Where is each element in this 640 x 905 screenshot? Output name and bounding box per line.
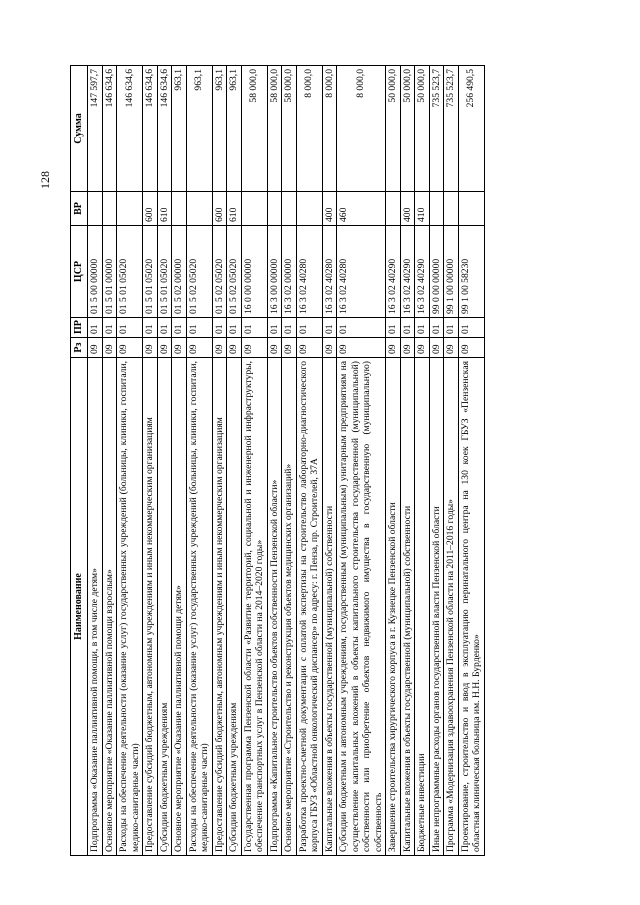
budget-table-container: [70, 66, 612, 856]
cell-rz: 09: [296, 338, 322, 358]
cell-sum: 963,1: [212, 66, 227, 192]
cell-csr: 16 3 02 40280: [337, 226, 386, 318]
table-row: [212, 66, 227, 856]
cell-sum: 58 000,0: [241, 66, 267, 192]
cell-pr: 01: [337, 318, 386, 338]
cell-sum: 146 634,6: [102, 66, 117, 192]
cell-vr: [241, 192, 267, 226]
cell-pr: 01: [444, 318, 459, 338]
table-row: [400, 66, 415, 856]
cell-rz: 09: [117, 338, 143, 358]
header-rz: Рз: [71, 338, 88, 358]
cell-csr: 16 0 00 00000: [241, 226, 267, 318]
table-row: [386, 66, 401, 856]
cell-rz: 09: [337, 338, 386, 358]
table-row: [172, 66, 187, 856]
cell-vr: [282, 192, 297, 226]
cell-name: Субсидии бюджетным учреждениям: [157, 358, 172, 856]
cell-csr: 99 1 00 00000: [444, 226, 459, 318]
cell-sum: 735 523,7: [444, 66, 459, 192]
cell-pr: 01: [172, 318, 187, 338]
table-row: [186, 66, 212, 856]
cell-vr: [186, 192, 212, 226]
cell-sum: 963,1: [172, 66, 187, 192]
cell-pr: 01: [267, 318, 282, 338]
cell-rz: 09: [227, 338, 242, 358]
cell-csr: 16 3 02 40280: [296, 226, 322, 318]
cell-rz: 09: [386, 338, 401, 358]
cell-pr: 01: [458, 318, 484, 338]
cell-pr: 01: [143, 318, 158, 338]
cell-csr: 16 3 02 40290: [386, 226, 401, 318]
cell-sum: 735 523,7: [429, 66, 444, 192]
table-row: [227, 66, 242, 856]
cell-name: Основное мероприятие «Оказание паллиативной помощи взрослым»: [102, 358, 117, 856]
cell-name: Завершение строительства хирургического корпуса в г. Кузнецке Пензенской области: [386, 358, 401, 856]
table-row: [444, 66, 459, 856]
cell-rz: 09: [322, 338, 337, 358]
cell-rz: 09: [400, 338, 415, 358]
cell-csr: 01 5 02 05020: [212, 226, 227, 318]
table-row: [296, 66, 322, 856]
cell-sum: 256 490,5: [458, 66, 484, 192]
cell-rz: 09: [157, 338, 172, 358]
cell-sum: 147 597,7: [88, 66, 103, 192]
cell-name: Разработка проектно-сметной документации с оплатой экспертизы на строительство лабораторно-диагностического корпуса ГБУЗ «Областной онкологический диспансер» по адресу: г. Пенза, пр. Строителей, 37А: [296, 358, 322, 856]
table-row: [157, 66, 172, 856]
table-row: [282, 66, 297, 856]
cell-csr: 99 1 00 58230: [458, 226, 484, 318]
cell-name: Предоставление субсидий бюджетным, автономным учреждениям и иным некоммерческим организациям: [212, 358, 227, 856]
cell-sum: 146 634,6: [117, 66, 143, 192]
table-row: [415, 66, 430, 856]
cell-name: Расходы на обеспечение деятельности (оказание услуг) государственных учреждений (больницы, клиники, госпитали, медико-санитарные части): [117, 358, 143, 856]
cell-sum: 8 000,0: [322, 66, 337, 192]
table-row: [117, 66, 143, 856]
cell-csr: 16 3 02 40290: [400, 226, 415, 318]
cell-sum: 963,1: [186, 66, 212, 192]
cell-vr: [172, 192, 187, 226]
cell-name: Субсидии бюджетным и автономным учреждениям, государственным (муниципальным) унитарным предприятиям на осуществление капитальных вложений в объекты капитального строительства государственной (муниципальной) собственности или приобретение объектов недвижимого имущества в государственную (муниципальную) собственность: [337, 358, 386, 856]
cell-name: Основное мероприятие «Оказание паллиативной помощи детям»: [172, 358, 187, 856]
table-row: [143, 66, 158, 856]
cell-pr: 01: [296, 318, 322, 338]
cell-rz: 09: [429, 338, 444, 358]
cell-pr: 01: [241, 318, 267, 338]
cell-vr: [102, 192, 117, 226]
header-csr: ЦСР: [71, 226, 88, 318]
cell-csr: 99 0 00 00000: [429, 226, 444, 318]
table-row: [337, 66, 386, 856]
cell-pr: 01: [227, 318, 242, 338]
table-row: [429, 66, 444, 856]
cell-rz: 09: [458, 338, 484, 358]
cell-pr: 01: [429, 318, 444, 338]
cell-pr: 01: [282, 318, 297, 338]
cell-name: Капитальные вложения в объекты государственной (муниципальной) собственности: [400, 358, 415, 856]
cell-pr: 01: [415, 318, 430, 338]
header-sum: Сумма: [71, 66, 88, 192]
cell-vr: [267, 192, 282, 226]
budget-table: [70, 65, 485, 856]
cell-pr: 01: [322, 318, 337, 338]
header-pr: ПР: [71, 318, 88, 338]
cell-name: Программа «Модернизация здравоохранения Пензенской области на 2011–2016 годы»: [444, 358, 459, 856]
cell-vr: [117, 192, 143, 226]
cell-csr: 16 3 00 00000: [267, 226, 282, 318]
cell-vr: [88, 192, 103, 226]
cell-name: Предоставление субсидий бюджетным, автономным учреждениям и иным некоммерческим организациям: [143, 358, 158, 856]
cell-sum: 146 634,6: [143, 66, 158, 192]
cell-pr: 01: [212, 318, 227, 338]
cell-csr: 01 5 02 05020: [227, 226, 242, 318]
cell-csr: 01 5 00 00000: [88, 226, 103, 318]
table-body: [88, 66, 485, 856]
cell-name: Расходы на обеспечение деятельности (оказание услуг) государственных учреждений (больницы, клиники, госпитали, медико-санитарные части): [186, 358, 212, 856]
table-row: [88, 66, 103, 856]
cell-rz: 09: [444, 338, 459, 358]
table-row: [322, 66, 337, 856]
cell-name: Государственная программа Пензенской области «Развитие территорий, социальной и инженерной инфраструктуры, обеспечение транспортных услуг в Пензенской области на 2014–2020 годы»: [241, 358, 267, 856]
cell-rz: 09: [172, 338, 187, 358]
table-row: [241, 66, 267, 856]
cell-rz: 09: [267, 338, 282, 358]
cell-name: Субсидии бюджетным учреждениям: [227, 358, 242, 856]
cell-sum: 50 000,0: [415, 66, 430, 192]
cell-vr: [296, 192, 322, 226]
cell-vr: 600: [143, 192, 158, 226]
cell-csr: 01 5 01 05020: [157, 226, 172, 318]
cell-vr: 460: [337, 192, 386, 226]
cell-vr: [458, 192, 484, 226]
cell-vr: 410: [415, 192, 430, 226]
cell-vr: [386, 192, 401, 226]
cell-vr: [444, 192, 459, 226]
cell-csr: 16 3 02 40280: [322, 226, 337, 318]
cell-csr: 01 5 02 05020: [186, 226, 212, 318]
cell-pr: 01: [117, 318, 143, 338]
cell-vr: 400: [322, 192, 337, 226]
cell-csr: 16 3 02 40290: [415, 226, 430, 318]
cell-vr: 400: [400, 192, 415, 226]
cell-pr: 01: [400, 318, 415, 338]
cell-csr: 16 3 02 00000: [282, 226, 297, 318]
table-row: [458, 66, 484, 856]
cell-sum: 8 000,0: [337, 66, 386, 192]
cell-name: Подпрограмма «Капитальное строительство объектов собственности Пензенской области»: [267, 358, 282, 856]
cell-name: Проектирование, строительство и ввод в эксплуатацию перинатального центра на 130 коек ГБУЗ «Пензенская областная клиническая больница им. Н.Н. Бурденко»: [458, 358, 484, 856]
cell-csr: 01 5 01 05020: [143, 226, 158, 318]
cell-rz: 09: [186, 338, 212, 358]
table-row: [267, 66, 282, 856]
cell-vr: 610: [227, 192, 242, 226]
cell-csr: 01 5 01 05020: [117, 226, 143, 318]
cell-pr: 01: [386, 318, 401, 338]
cell-rz: 09: [88, 338, 103, 358]
cell-pr: 01: [157, 318, 172, 338]
cell-rz: 09: [241, 338, 267, 358]
cell-sum: 963,1: [227, 66, 242, 192]
cell-rz: 09: [102, 338, 117, 358]
cell-vr: [429, 192, 444, 226]
cell-name: Капитальные вложения в объекты государственной (муниципальной) собственности: [322, 358, 337, 856]
cell-sum: 58 000,0: [282, 66, 297, 192]
cell-sum: 146 634,6: [157, 66, 172, 192]
cell-sum: 50 000,0: [386, 66, 401, 192]
table-header-row: [71, 66, 88, 856]
cell-vr: 600: [212, 192, 227, 226]
cell-rz: 09: [212, 338, 227, 358]
cell-pr: 01: [88, 318, 103, 338]
cell-csr: 01 5 02 00000: [172, 226, 187, 318]
header-vr: ВР: [71, 192, 88, 226]
cell-sum: 58 000,0: [267, 66, 282, 192]
cell-rz: 09: [282, 338, 297, 358]
cell-rz: 09: [143, 338, 158, 358]
page-number: 128: [38, 171, 52, 189]
cell-rz: 09: [415, 338, 430, 358]
cell-pr: 01: [186, 318, 212, 338]
cell-name: Подпрограмма «Оказание паллиативной помощи, в том числе детям»: [88, 358, 103, 856]
cell-sum: 50 000,0: [400, 66, 415, 192]
cell-vr: 610: [157, 192, 172, 226]
table-row: [102, 66, 117, 856]
cell-name: Основное мероприятие «Строительство и реконструкция объектов медицинских организаций»: [282, 358, 297, 856]
cell-name: Иные непрограммные расходы органов государственной власти Пензенской области: [429, 358, 444, 856]
header-name: Наименование: [71, 358, 88, 856]
cell-pr: 01: [102, 318, 117, 338]
cell-name: Бюджетные инвестиции: [415, 358, 430, 856]
cell-sum: 8 000,0: [296, 66, 322, 192]
cell-csr: 01 5 01 00000: [102, 226, 117, 318]
